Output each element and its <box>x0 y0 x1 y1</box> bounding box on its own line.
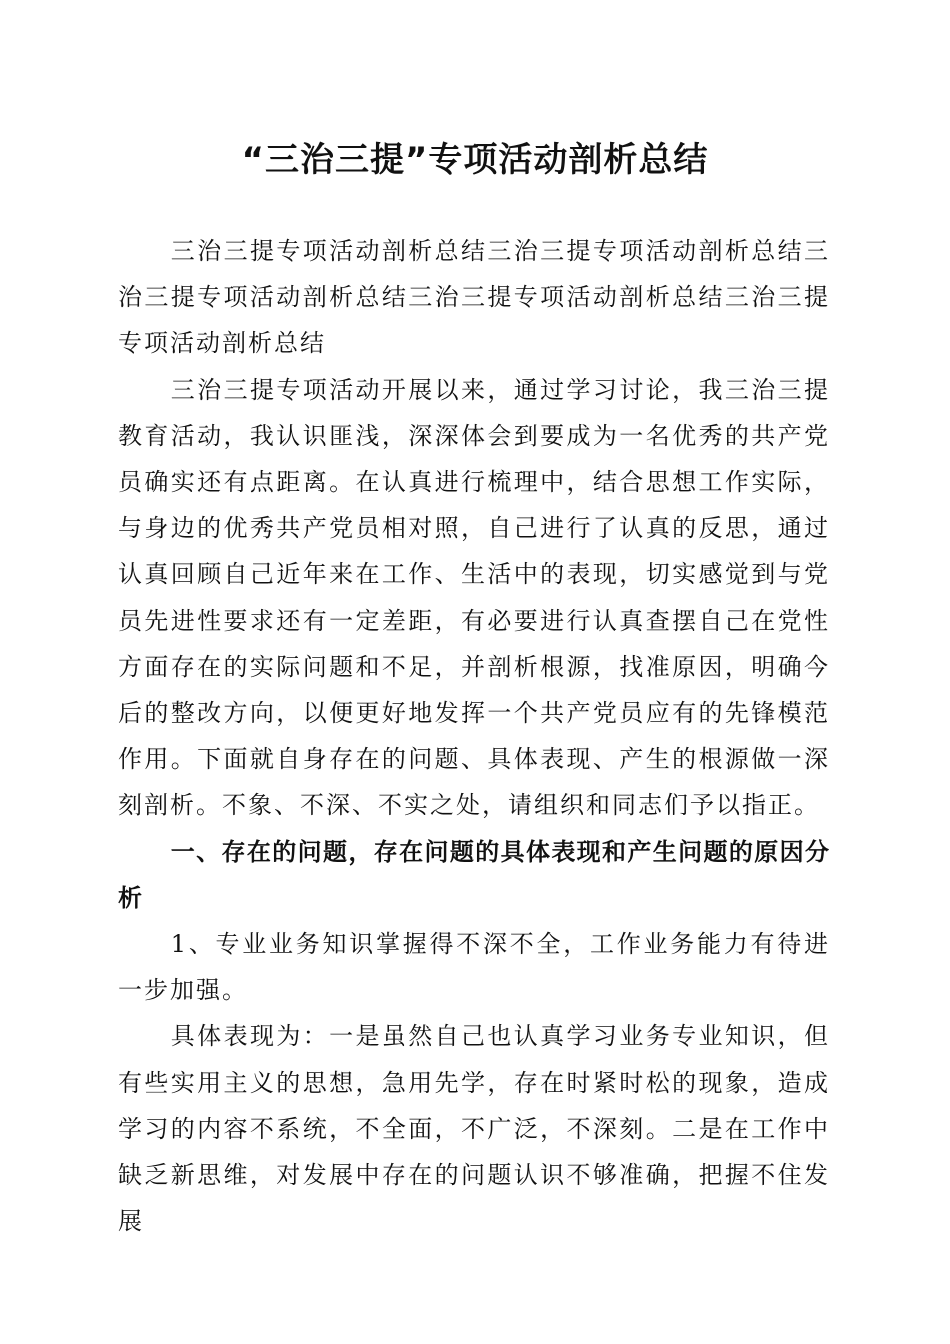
document-title: “三治三提”专项活动剖析总结 <box>241 140 709 180</box>
paragraph-specific-manifestations: 具体表现为：一是虽然自己也认真学习业务专业知识，但有些实用主义的思想，急用先学，存在时紧时松的现象，造成学习的内容不系统，不全面，不广泛，不深刻。二是在工作中缺乏新思维，对发展中存在的问题认识不够准确，把握不住发展 <box>118 1022 830 1236</box>
paragraph-introduction: 三治三提专项活动开展以来，通过学习讨论，我三治三提教育活动，我认识匪浅，深深体会到要成为一名优秀的共产党员确实还有点距离。在认真进行梳理中，结合思想工作实际，与身边的优秀共产党员相对照，自己进行了认真的反思，通过认真回顾自己近年来在工作、生活中的表现，切实感觉到与党员先进性要求还有一定差距，有必要进行认真查摆自己在党性方面存在的实际问题和不足，并剖析根源，找准原因，明确今后的整改方向，以便更好地发挥一个共产党员应有的先锋模范作用。下面就自身存在的问题、具体表现、产生的根源做一深刻剖析。不象、不深、不实之处，请组织和同志们予以指正。 <box>118 375 830 820</box>
paragraph-point-1: 1、专业业务知识掌握得不深不全，工作业务能力有待进一步加强。 <box>118 930 830 1005</box>
section-heading-problems: 一、存在的问题，存在问题的具体表现和产生问题的原因分析 <box>118 837 830 912</box>
paragraph-repeated-title: 三治三提专项活动剖析总结三治三提专项活动剖析总结三治三提专项活动剖析总结三治三提专项活动剖析总结三治三提专项活动剖析总结 <box>118 237 830 358</box>
document-body <box>118 228 830 1244</box>
